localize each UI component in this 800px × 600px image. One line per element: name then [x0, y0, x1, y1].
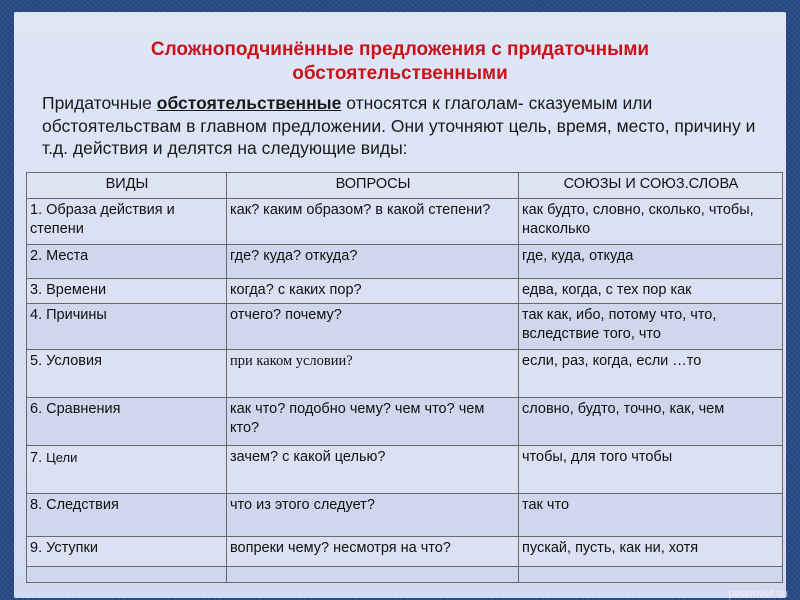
table-row [27, 398, 783, 446]
header-conjunctions: СОЮЗЫ И СОЮЗ.СЛОВА [519, 173, 783, 199]
slide [14, 12, 786, 598]
cell-type-number: 7. [30, 450, 47, 466]
table-row [27, 304, 783, 350]
cell-conjunctions: как будто, словно, сколько, чтобы, насколько [519, 199, 783, 245]
table-row-empty [27, 567, 783, 583]
cell-conjunctions: словно, будто, точно, как, чем [519, 398, 783, 446]
cell-type: 4. Причины [27, 304, 227, 350]
cell-questions: вопреки чему? несмотря на что? [227, 537, 519, 567]
header-questions: ВОПРОСЫ [227, 173, 519, 199]
cell-questions: как? каким образом? в какой степени? [227, 199, 519, 245]
cell-questions: зачем? с какой целью? [227, 446, 519, 494]
table-row [27, 199, 783, 245]
cell-conjunctions: так как, ибо, потому что, что, вследствие того, что [519, 304, 783, 350]
table-row [27, 279, 783, 304]
cell-empty [27, 567, 227, 583]
cell-conjunctions: едва, когда, с тех пор как [519, 279, 783, 304]
table-row [27, 446, 783, 494]
cell-questions: когда? с каких пор? [227, 279, 519, 304]
cell-questions: как что? подобно чему? чем что? чем кто? [227, 398, 519, 446]
cell-empty [519, 567, 783, 583]
table-row [27, 350, 783, 398]
cell-type: 1. Образа действия и степени [27, 199, 227, 245]
title-line-2: обстоятельственными [292, 63, 508, 84]
intro-part-2: относятся к глаголам- сказуемым или обстоятельствам в главном предложении. Они уточняют цель, время, место, причину и т.д. действия и делятся на следующие виды: [42, 93, 756, 158]
cell-type: 3. Времени [27, 279, 227, 304]
cell-empty [227, 567, 519, 583]
title-line-1: Сложноподчинённые предложения с придаточными [150, 39, 650, 60]
cell-questions: что из этого следует? [227, 494, 519, 537]
header-types: ВИДЫ [27, 173, 227, 199]
intro-paragraph [42, 92, 772, 160]
cell-type: 6. Сравнения [27, 398, 227, 446]
cell-conjunctions: чтобы, для того чтобы [519, 446, 783, 494]
table-header-row [27, 173, 783, 199]
cell-type-word: Цели [46, 450, 78, 465]
slide-title [14, 38, 786, 86]
cell-type [27, 446, 227, 494]
table-row [27, 494, 783, 537]
cell-type: 5. Условия [27, 350, 227, 398]
cell-questions: где? куда? откуда? [227, 245, 519, 279]
table-row [27, 245, 783, 279]
clause-types-table [26, 172, 783, 583]
watermark: pedsovet.su [728, 588, 788, 600]
cell-conjunctions: пускай, пусть, как ни, хотя [519, 537, 783, 567]
table-row [27, 537, 783, 567]
cell-type: 9. Уступки [27, 537, 227, 567]
cell-conjunctions: если, раз, когда, если …то [519, 350, 783, 398]
cell-type: 2. Места [27, 245, 227, 279]
cell-conjunctions: так что [519, 494, 783, 537]
cell-type: 8. Следствия [27, 494, 227, 537]
intro-part-1: Придаточные [42, 93, 157, 113]
cell-questions: отчего? почему? [227, 304, 519, 350]
intro-highlight: обстоятельственные [156, 93, 342, 113]
cell-questions: при каком условии? [227, 350, 519, 398]
cell-conjunctions: где, куда, откуда [519, 245, 783, 279]
